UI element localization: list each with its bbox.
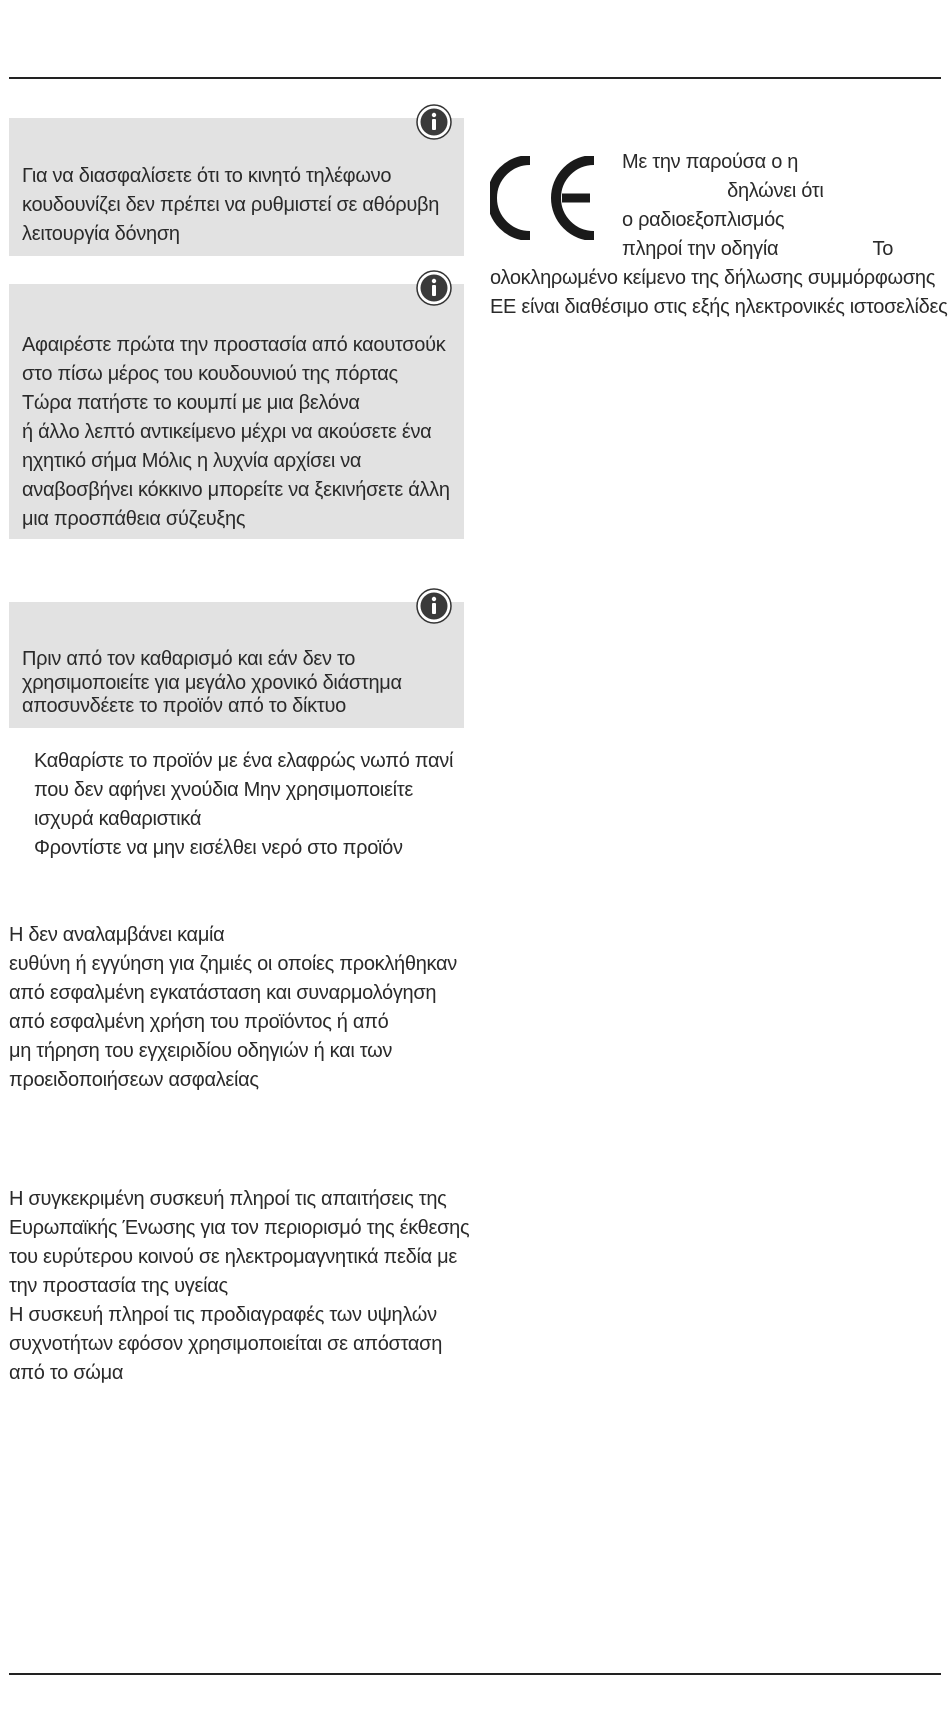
declaration-line: Με την παρούσα ο η — [622, 151, 799, 173]
info-icon — [416, 270, 452, 306]
top-divider — [9, 77, 941, 79]
liability-disclaimer: Η δεν αναλαμβάνει καμία ευθύνη ή εγγύηση για ζημιές οι οποίες προκλήθηκαν από εσφαλμένη εγκατάσταση και συναρμολόγηση από εσφαλμένη χρήση του προϊόντος ή από μη τήρηση του εγχειριδίου οδηγιών ή και των προειδοποιήσεων ασφαλείας — [9, 924, 457, 1091]
cleaning-instructions: Καθαρίστε το προϊόν με ένα ελαφρώς νωπό πανί που δεν αφήνει χνούδια Μην χρησιμοποιείτε ισχυρά καθαριστικά Φροντίστε να μην εισέλθει νερό στο προϊόν — [34, 750, 454, 859]
info-note-pairing — [9, 284, 464, 539]
ce-mark-logo — [490, 156, 598, 240]
note-text: Πριν από τον καθαρισμό και εάν δεν το χρησιμοποιείτε για μεγάλο χρονικό διάστημα αποσυνδέετε το προϊόν από το δίκτυο — [22, 648, 402, 717]
bottom-divider — [9, 1673, 941, 1675]
declaration-of-conformity — [622, 148, 942, 264]
info-note-vibration — [9, 118, 464, 256]
declaration-full-text: ολοκληρωμένο κείμενο της δήλωσης συμμόρφωσης ΕΕ είναι διαθέσιμο στις εξής ηλεκτρονικές ιστοσελίδες — [490, 267, 948, 318]
note-text: Για να διασφαλίσετε ότι το κινητό τηλέφωνο κουδουνίζει δεν πρέπει να ρυθμιστεί σε αθόρυβη λειτουργία δόνηση — [22, 165, 440, 245]
emf-compliance-text: Η συγκεκριμένη συσκευή πληροί τις απαιτήσεις της Ευρωπαϊκής Ένωσης για τον περιορισμό της έκθεσης του ευρύτερου κοινού σε ηλεκτρομαγνητικά πεδία με την προστασία της υγείας Η συσκευή πληροί τις προδιαγραφές των υψηλών συχνοτήτων εφόσον χρησιμοποιείται σε απόσταση από το σώμα — [9, 1188, 470, 1384]
info-icon — [416, 588, 452, 624]
info-note-disconnect — [9, 602, 464, 728]
declaration-line: δηλώνει ότι — [622, 180, 824, 202]
declaration-line: πληροί την οδηγία Το — [622, 238, 894, 260]
declaration-line: ο ραδιοεξοπλισμός — [622, 209, 785, 231]
note-text: Αφαιρέστε πρώτα την προστασία από καουτσούκ στο πίσω μέρος του κουδουνιού της πόρτας Τώρα πατήστε το κουμπί με μια βελόνα ή άλλο λεπτό αντικείμενο μέχρι να ακούσετε ένα ηχητικό σήμα Μόλις η λυχνία αρχίσει να αναβοσβήνει κόκκινο μπορείτε να ξεκινήσετε άλλη μια προσπάθεια σύζευξης — [22, 334, 450, 530]
info-icon — [416, 104, 452, 140]
